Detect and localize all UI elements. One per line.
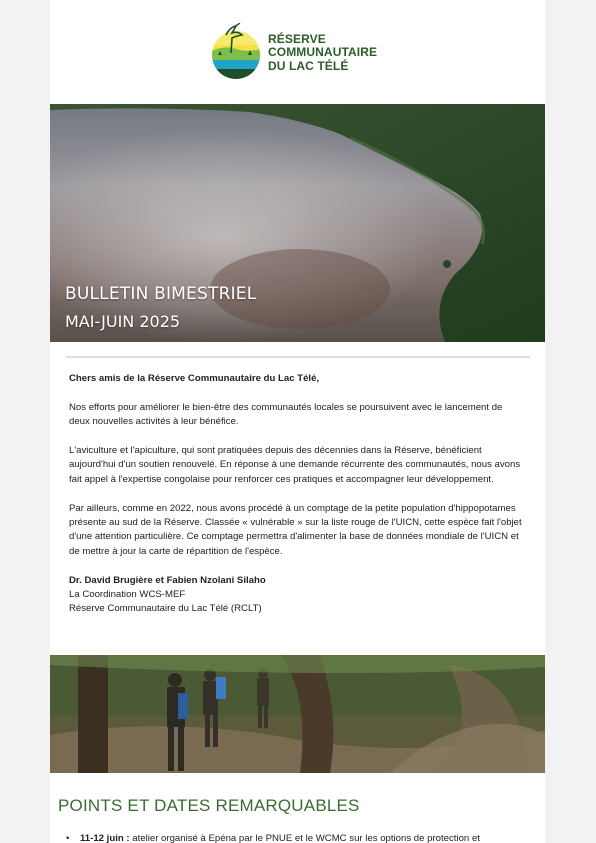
reserve-logo[interactable] xyxy=(212,22,392,84)
aerial-lake-photo xyxy=(50,104,545,342)
logo-line-2: COMMUNAUTAIRE xyxy=(268,45,378,60)
logo-line-3: DU LAC TÉLÉ xyxy=(268,58,349,73)
signature-role: La Coordination WCS-MEF xyxy=(69,589,186,601)
logo-wordmark xyxy=(268,33,377,74)
divider xyxy=(66,356,530,358)
bulletin-title: BULLETIN BIMESTRIEL xyxy=(65,284,257,304)
section-title: POINTS ET DATES REMARQUABLES xyxy=(58,796,360,815)
letter-paragraph-1: Nos efforts pour améliorer le bien-être des communautés locales se poursuivent avec le lancement de deux nouvelles activités à leur bénéfice. xyxy=(69,401,503,428)
letter-paragraph-2: L'aviculture et l'apiculture, qui sont pratiquées depuis des décennies dans la Réserve, bénéficient aujourd'hui d'un soutien renouvelé. En réponse à une demande récurrente des communautés, nous avons fait appel à l'expertise congolaise pour renforcer ces pratiques et accompagner leur développement. xyxy=(69,445,521,485)
signature-organization: Réserve Communautaire du Lac Télé (RCLT) xyxy=(69,603,262,615)
hero-banner xyxy=(50,104,545,342)
editorial-letter xyxy=(69,372,525,617)
letter-greeting: Chers amis de la Réserve Communautaire du Lac Télé, xyxy=(69,373,320,384)
heron-lake-logo-icon xyxy=(212,23,264,83)
signature-names: Dr. David Brugière et Fabien Nzolani Silaho xyxy=(69,574,266,586)
bulletin-date: MAI-JUIN 2025 xyxy=(65,312,181,331)
forest-hikers-photo xyxy=(50,655,545,773)
newsletter-page xyxy=(50,0,545,843)
letter-paragraph-3: Par ailleurs, comme en 2022, nous avons procédé à un comptage de la petite population d'hippopotames présente au sud de la Réserve. Classée « vulnérable » sur la liste rouge de l'UICN, cette espèce fait l'objet d'une attention particulière. Ce comptage permettra d'alimenter la base de données mondiale de l'UICN et de mettre à jour la carte de répartition de l'espèce. xyxy=(69,502,522,557)
list-item xyxy=(80,833,540,843)
bullet-text: atelier organisé à Epéna par le PNUE et le WCMC sur les options de protection et xyxy=(129,833,480,843)
bullet-date: 11-12 juin : xyxy=(80,833,130,843)
logo-line-1: RÉSERVE xyxy=(268,31,326,46)
